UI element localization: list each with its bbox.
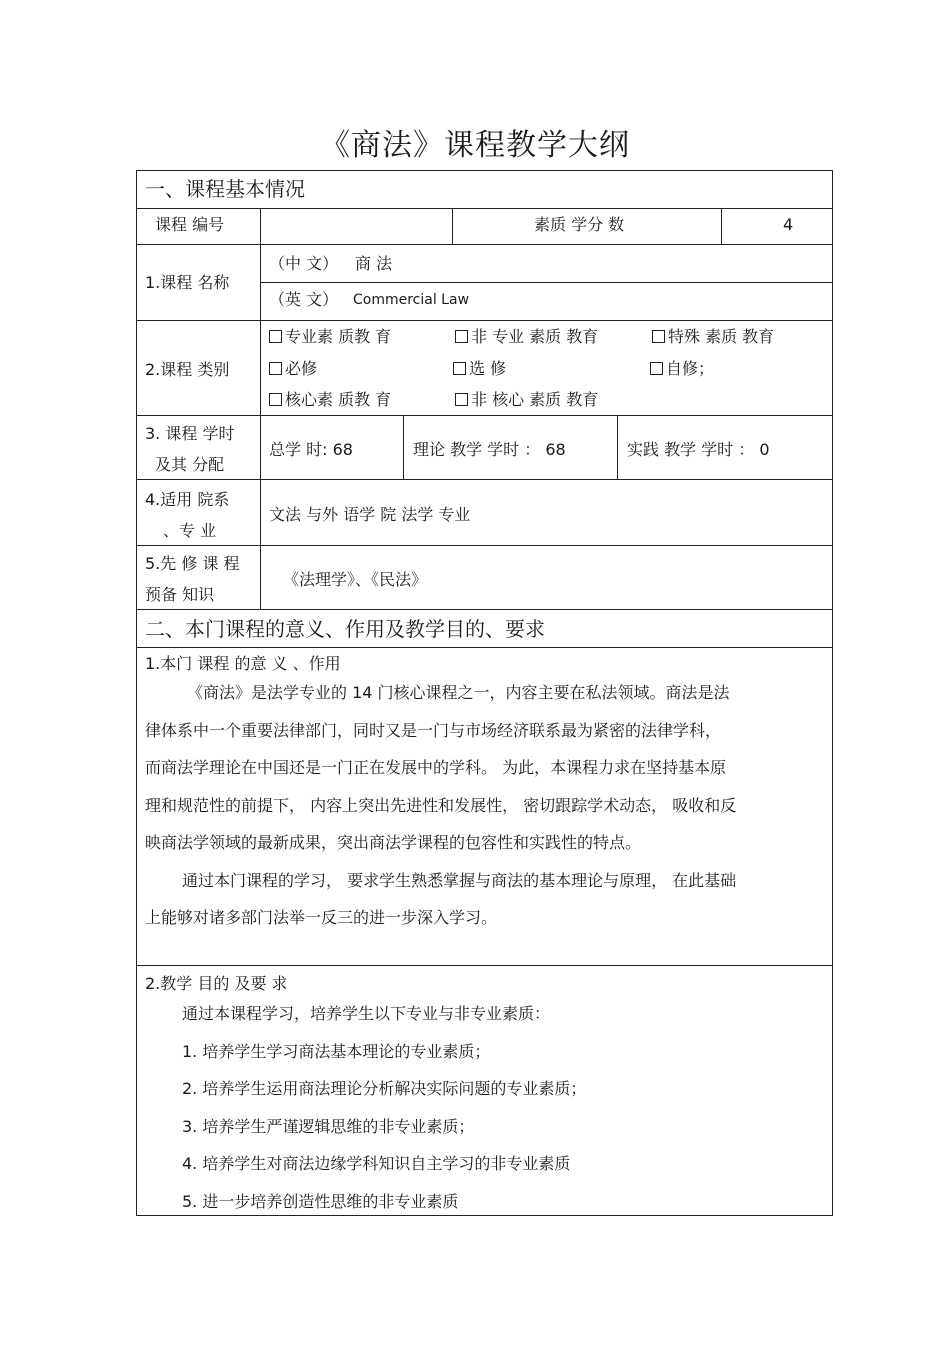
goal-item: 2. 培养学生运用商法理论分析解决实际问题的专业素质；: [182, 1079, 587, 1098]
column-divider: [617, 415, 618, 479]
checkbox-icon: [652, 330, 665, 343]
column-divider: [403, 415, 404, 479]
hours-total: 总学 时: 68: [269, 440, 353, 459]
checkbox-icon: [453, 362, 466, 375]
hours-label-line1: 3. 课程 学时: [145, 424, 235, 443]
hours-theory: 理论 教学 学时 ： 68: [413, 440, 566, 459]
goal-item: 1. 培养学生学习商法基本理论的专业素质；: [182, 1041, 491, 1061]
course-name-cn: 商 法: [355, 254, 393, 273]
sub2-title: 2.教学 目的 及要 求: [145, 974, 288, 993]
credits-value: 4: [783, 215, 794, 234]
body-line: 《商法》是法学专业的 14 门核心课程之一，内容主要在私法领域。商法是法: [187, 683, 730, 702]
course-name-cn-prefix: （中 文）: [269, 254, 339, 273]
goal-item: 3. 培养学生严谨逻辑思维的非专业素质；: [182, 1116, 475, 1136]
body-line: 而商法学理论在中国还是一门正在发展中的学科。 为此，本课程力求在坚持基本原: [145, 758, 727, 777]
category-option[interactable]: 非 专业 素质 教育: [455, 327, 598, 347]
sub1-body: [145, 674, 825, 937]
checkbox-icon: [455, 330, 468, 343]
prereq-label-line1: 5.先 修 课 程: [145, 554, 240, 573]
category-option[interactable]: 特殊 素质 教育: [652, 327, 774, 347]
body-line: 律体系中一个重要法律部门，同时又是一门与市场经济联系最为紧密的法律学科，: [145, 720, 722, 740]
document-title: 《商法》课程教学大纲: [320, 128, 630, 163]
goal-item: 5. 进一步培养创造性思维的非专业素质: [182, 1191, 459, 1211]
section2-heading: 二、本门课程的意义、作用及教学目的、要求: [145, 617, 545, 641]
row-divider: [260, 282, 832, 283]
prereq-value: 《法理学》、《民法》: [283, 570, 428, 589]
department-label-line2: 、专 业: [163, 521, 217, 540]
hours-practice: 实践 教学 学时 ： 0: [627, 440, 770, 459]
checkbox-icon: [269, 330, 282, 343]
goal-item: 4. 培养学生对商法边缘学科知识自主学习的非专业素质: [182, 1154, 571, 1173]
sub1-title: 1.本门 课程 的意 义 、作用: [145, 654, 341, 673]
category-label: 2.课程 类别: [145, 360, 230, 379]
row-divider: [137, 647, 832, 648]
department-label-line1: 4.适用 院系: [145, 490, 230, 509]
row-divider: [137, 415, 832, 416]
row-divider: [137, 320, 832, 321]
checkbox-icon: [455, 393, 468, 406]
body-line: 理和规范性的前提下， 内容上突出先进性和发展性， 密切跟踪学术动态， 吸收和反: [145, 795, 737, 815]
row-divider: [137, 965, 832, 966]
course-name-en-prefix: （英 文）: [269, 290, 339, 309]
column-divider: [260, 208, 261, 609]
column-divider: [721, 208, 722, 244]
credits-label: 素质 学分 数: [534, 215, 625, 234]
row-divider: [137, 208, 832, 209]
checkbox-icon: [269, 362, 282, 375]
category-option[interactable]: 必修: [269, 359, 317, 379]
category-option[interactable]: 选 修: [453, 359, 506, 379]
sub2-intro: 通过本课程学习，培养学生以下专业与非专业素质：: [182, 1004, 551, 1023]
body-line: 通过本门课程的学习， 要求学生熟悉掌握与商法的基本理论与原理， 在此基础: [182, 870, 737, 890]
row-divider: [137, 244, 832, 245]
syllabus-table: [136, 170, 833, 1216]
course-code-label: 课程 编号: [155, 215, 225, 234]
course-name-en: Commercial Law: [353, 292, 470, 308]
row-divider: [137, 609, 832, 610]
section1-heading: 一、课程基本情况: [145, 177, 305, 201]
category-option[interactable]: 专业素 质教 育: [269, 327, 391, 347]
category-option[interactable]: 非 核心 素质 教育: [455, 390, 598, 410]
checkbox-icon: [269, 393, 282, 406]
row-divider: [137, 545, 832, 546]
hours-label-line2: 及其 分配: [155, 455, 225, 474]
body-line: 上能够对诸多部门法举一反三的进一步深入学习。: [145, 908, 498, 927]
body-line: 映商法学领域的最新成果，突出商法学课程的包容性和实践性的特点。: [145, 833, 642, 852]
checkbox-icon: [650, 362, 663, 375]
department-value: 文法 与外 语学 院 法学 专业: [269, 505, 471, 524]
column-divider: [452, 208, 453, 244]
sub2-body: [145, 995, 825, 1220]
row-divider: [137, 479, 832, 480]
course-name-label: 1.课程 名称: [145, 273, 230, 292]
category-option[interactable]: 核心素 质教 育: [269, 390, 391, 410]
category-option[interactable]: 自修；: [650, 359, 714, 379]
prereq-label-line2: 预备 知识: [145, 585, 215, 604]
